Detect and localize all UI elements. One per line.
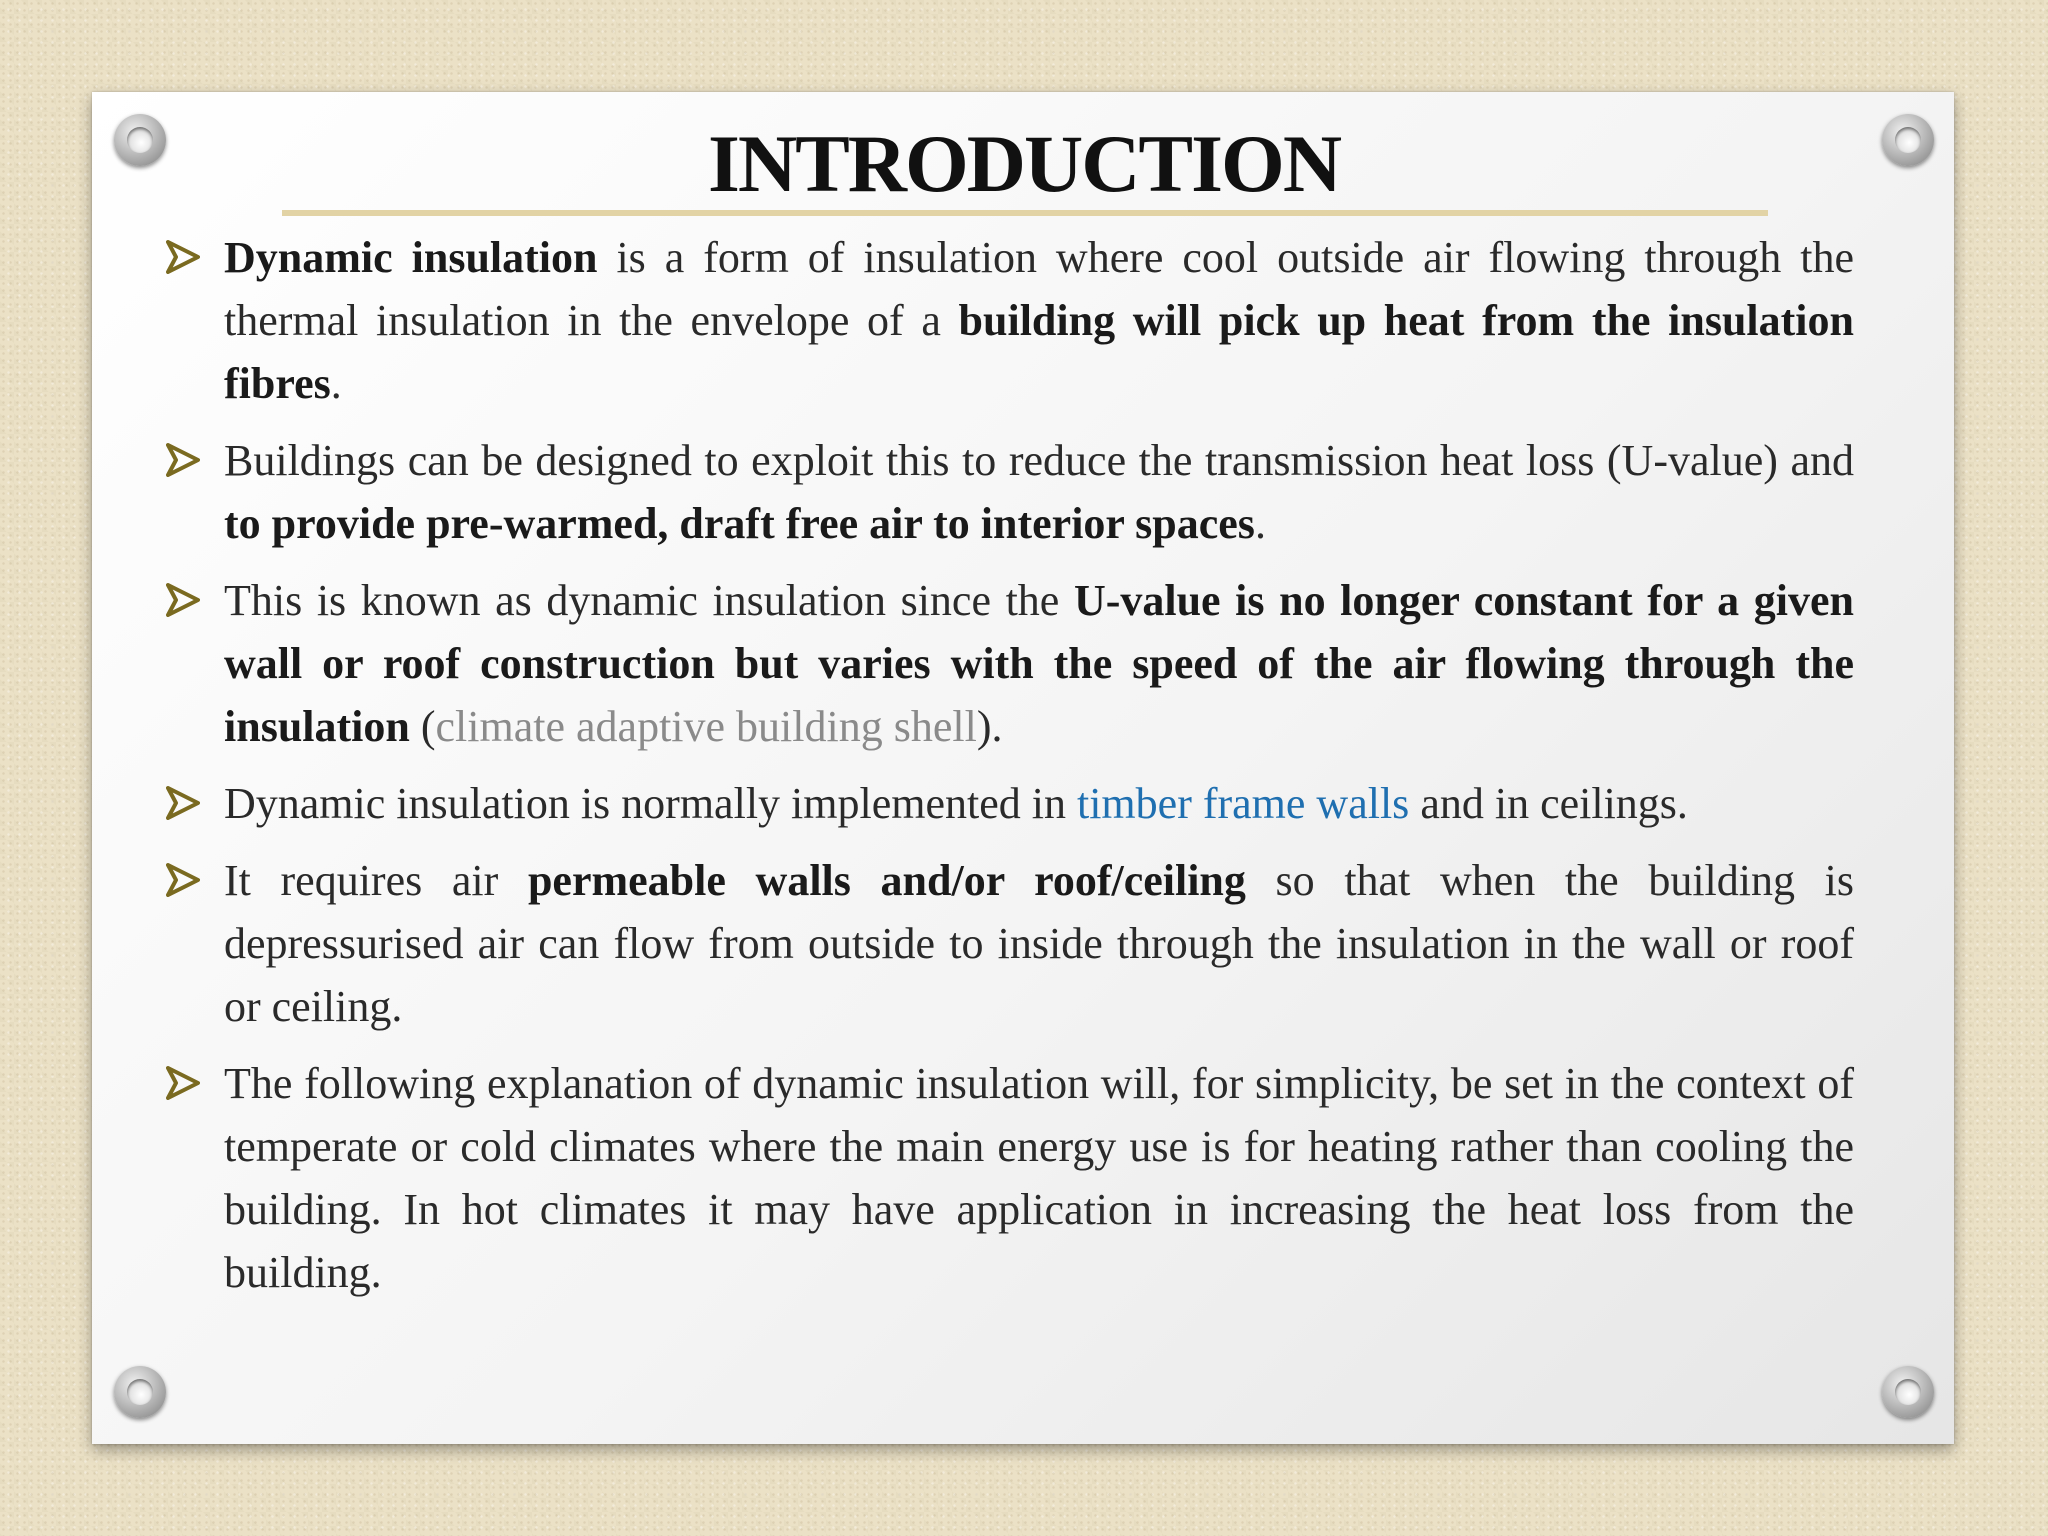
bullet-text-run: This is known as dynamic insulation since the xyxy=(224,576,1074,625)
highlighted-term: timber frame walls xyxy=(1076,779,1410,828)
bullet-text-run: U-value is no longer constant for a given wall or roof construction but varies with the speed of the air flowing through the insulation xyxy=(224,576,1854,751)
bullet-item xyxy=(160,1052,1854,1304)
bullet-text-run: to provide pre-warmed, draft free air to interior spaces xyxy=(224,499,1255,548)
bullet-text-run: so that when the building is depressurised air can flow from outside to inside through the insulation in the wall or roof or ceiling. xyxy=(224,856,1854,1031)
bullet-text-run: is a form of insulation where cool outside air flowing through the thermal insulation in the envelope of a xyxy=(224,233,1854,345)
bullet-text-run: . xyxy=(1254,499,1266,548)
bullet-text-run: ( xyxy=(409,702,436,751)
bullet-text-run: climate adaptive building shell xyxy=(435,702,977,751)
grommet-bottom-left-icon xyxy=(114,1366,166,1418)
bullet-text-run: ). xyxy=(976,702,1003,751)
bullet-item xyxy=(160,772,1854,835)
bullet-list xyxy=(160,226,1854,1318)
bullet-text-run: permeable walls and/or roof/ceiling xyxy=(527,856,1246,905)
grommet-bottom-right-icon xyxy=(1882,1366,1934,1418)
bullet-item xyxy=(160,849,1854,1038)
bullet-text-run: Dynamic insulation xyxy=(224,233,598,282)
title-underline xyxy=(282,210,1768,216)
bullet-text-run: and in ceilings. xyxy=(1409,779,1688,828)
slide-title: INTRODUCTION xyxy=(707,118,1341,209)
bullet-text-run: . xyxy=(330,359,342,408)
bullet-item xyxy=(160,226,1854,415)
bullet-text-run: It requires air xyxy=(224,856,528,905)
bullet-item xyxy=(160,429,1854,555)
bullet-item xyxy=(160,569,1854,758)
bullet-text-run: building will pick up heat from the insulation fibres xyxy=(224,296,1854,408)
arrowhead-bullet-icon xyxy=(166,443,200,477)
arrowhead-bullet-icon xyxy=(166,1066,200,1100)
arrowhead-bullet-icon xyxy=(166,583,200,617)
bullet-text-run: The following explanation of dynamic insulation will, for simplicity, be set in the context of temperate or cold climates where the main energy use is for heating rather than cooling the building. In hot climates it may have application in increasing the heat loss from the building. xyxy=(224,1059,1854,1297)
arrowhead-bullet-icon xyxy=(166,240,200,274)
bullet-text-run: Buildings can be designed to exploit this to reduce the transmission heat loss (U-value) and xyxy=(224,436,1854,485)
arrowhead-bullet-icon xyxy=(166,863,200,897)
bullet-text-run: Dynamic insulation is normally implemented in xyxy=(224,779,1077,828)
arrowhead-bullet-icon xyxy=(166,786,200,820)
